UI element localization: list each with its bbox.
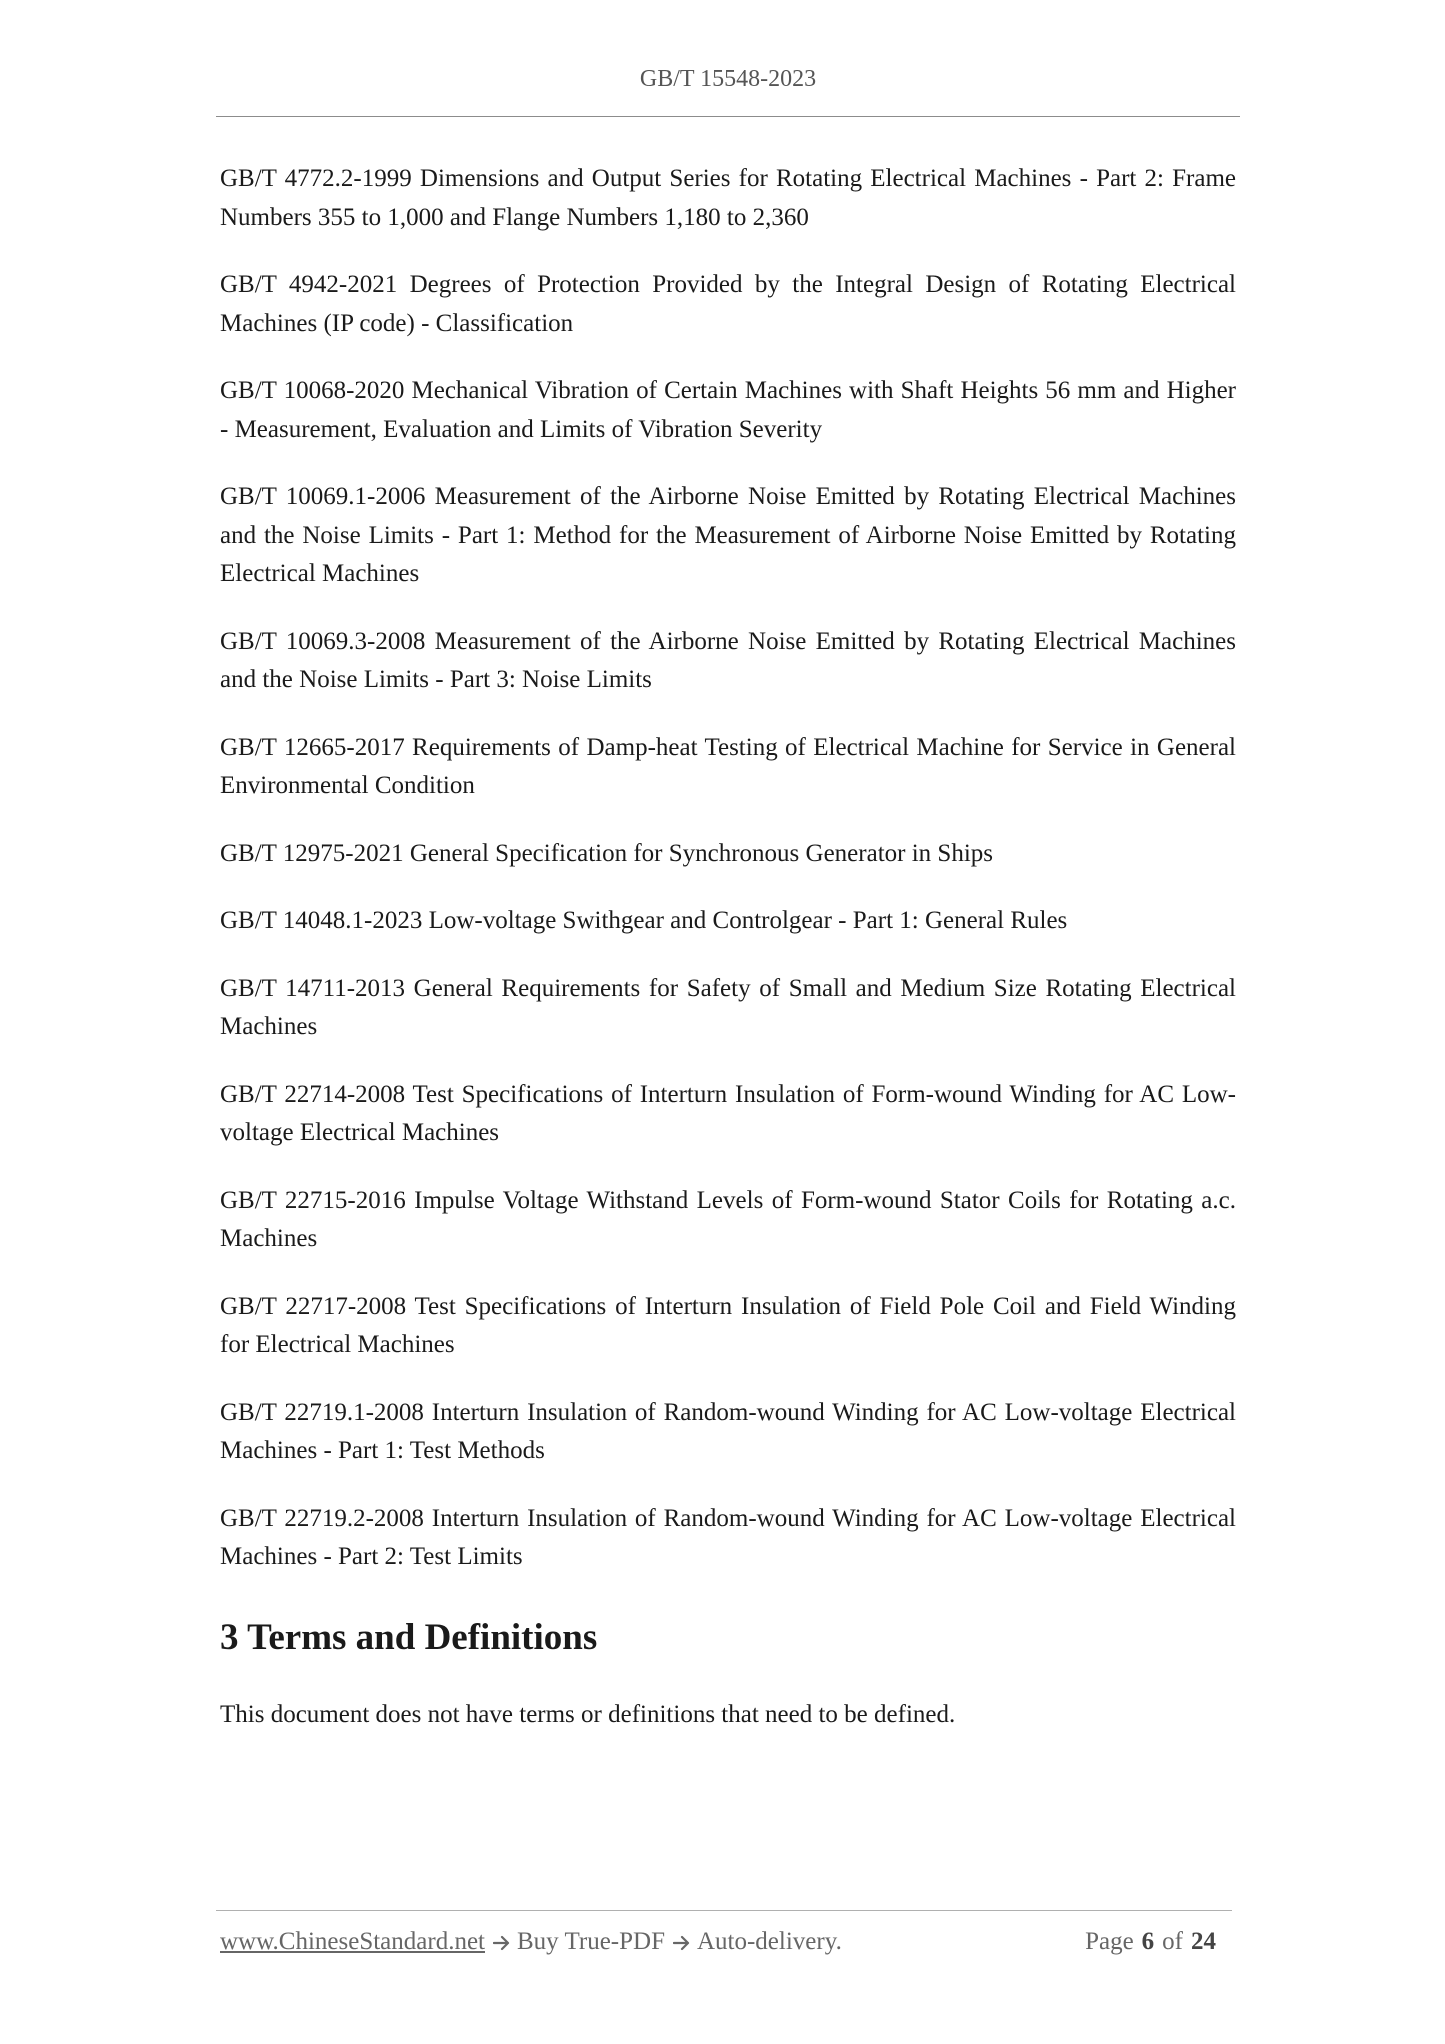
reference-item: GB/T 12975-2021 General Specification for Synchronous Generator in Ships: [220, 839, 993, 867]
document-body: [220, 160, 1236, 1734]
reference-item: GB/T 4772.2-1999 Dimensions and Output Series for Rotating Electrical Machines - Part 2: Frame Numbers 355 to 1,000 and Flange Numbers 1,180 to 2,360: [220, 165, 1236, 231]
page-of-label: of: [1162, 1928, 1183, 1955]
reference-item: GB/T 10068-2020 Mechanical Vibration of Certain Machines with Shaft Heights 56 mm and Higher - Measurement, Evaluation and Limits of Vibration Severity: [220, 377, 1236, 443]
arrow-right-icon: [493, 1935, 511, 1951]
reference-item: GB/T 22719.2-2008 Interturn Insulation of Random-wound Winding for AC Low-voltage Electrical Machines - Part 2: Test Limits: [220, 1504, 1236, 1570]
page-total: 24: [1191, 1928, 1216, 1955]
page-footer: [220, 1928, 1232, 1968]
page-current: 6: [1141, 1928, 1155, 1955]
footer-promo: [220, 1928, 842, 1956]
reference-item: GB/T 10069.1-2006 Measurement of the Airborne Noise Emitted by Rotating Electrical Machines and the Noise Limits - Part 1: Method for the Measurement of Airborne Noise Emitted by Rotating Electrical Machines: [220, 483, 1236, 587]
reference-item: GB/T 10069.3-2008 Measurement of the Airborne Noise Emitted by Rotating Electrical Machines and the Noise Limits - Part 3: Noise Limits: [220, 627, 1236, 693]
page-label: Page: [1085, 1928, 1134, 1955]
reference-item: GB/T 22717-2008 Test Specifications of Interturn Insulation of Field Pole Coil and Field Winding for Electrical Machines: [220, 1292, 1236, 1358]
header-divider: [216, 116, 1240, 117]
section-heading: 3 Terms and Definitions: [220, 1616, 598, 1658]
reference-item: GB/T 12665-2017 Requirements of Damp-heat Testing of Electrical Machine for Service in General Environmental Condition: [220, 733, 1236, 799]
website-link[interactable]: www.ChineseStandard.net: [220, 1928, 485, 1955]
reference-item: GB/T 22714-2008 Test Specifications of Interturn Insulation of Form-wound Winding for AC Low-voltage Electrical Machines: [220, 1080, 1236, 1146]
page-indicator: [1085, 1928, 1224, 1956]
normative-references-list: [220, 160, 1236, 1577]
reference-item: GB/T 22715-2016 Impulse Voltage Withstand Levels of Form-wound Stator Coils for Rotating a.c. Machines: [220, 1186, 1236, 1252]
footer-divider: [216, 1910, 1232, 1911]
auto-delivery-text: Auto-delivery.: [696, 1928, 842, 1955]
reference-item: GB/T 14048.1-2023 Low-voltage Swithgear and Controlgear - Part 1: General Rules: [220, 907, 1068, 934]
reference-item: GB/T 14711-2013 General Requirements for Safety of Small and Medium Size Rotating Electrical Machines: [220, 974, 1236, 1040]
reference-item: GB/T 22719.1-2008 Interturn Insulation of Random-wound Winding for AC Low-voltage Electrical Machines - Part 1: Test Methods: [220, 1398, 1236, 1464]
section-paragraph: This document does not have terms or definitions that need to be defined.: [220, 1700, 956, 1728]
page-header: GB/T 15548-2023: [639, 66, 817, 92]
buy-pdf-text: Buy True-PDF: [517, 1928, 665, 1955]
reference-item: GB/T 4942-2021 Degrees of Protection Provided by the Integral Design of Rotating Electrical Machines (IP code) - Classification: [220, 271, 1236, 337]
arrow-right-icon: [673, 1935, 691, 1951]
